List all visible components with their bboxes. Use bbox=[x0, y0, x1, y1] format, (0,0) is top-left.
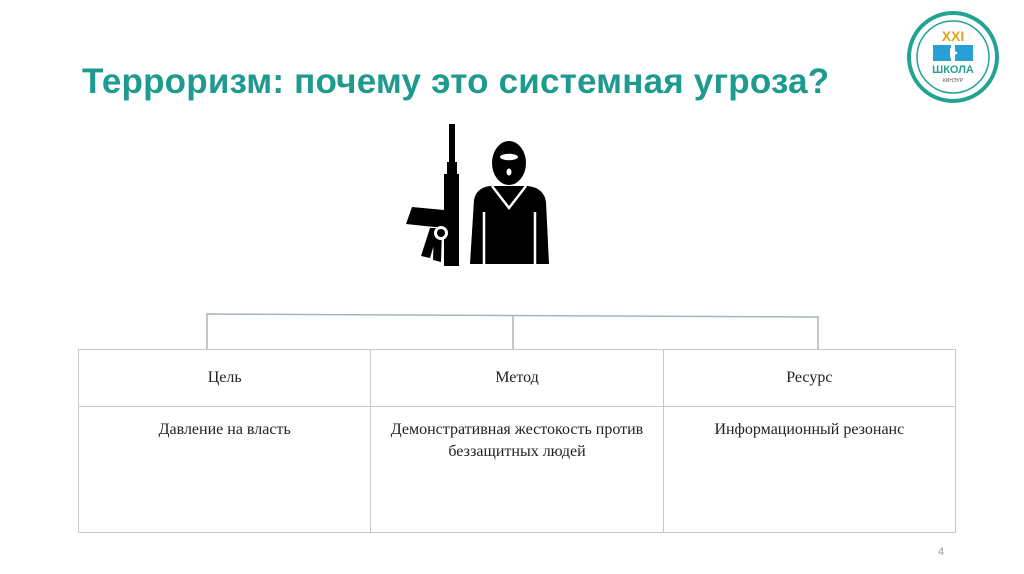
logo-bottom-text: ШКОЛА bbox=[932, 64, 974, 76]
page-number: 4 bbox=[938, 546, 945, 558]
table-header-row bbox=[79, 350, 956, 407]
masked-gunman-icon bbox=[404, 124, 554, 268]
info-table bbox=[78, 349, 956, 533]
cell-resource: Информационный резонанс bbox=[663, 407, 955, 533]
slide-title: Терроризм: почему это системная угроза? bbox=[82, 62, 830, 101]
header-method: Метод bbox=[371, 350, 663, 407]
school-logo bbox=[906, 10, 1000, 104]
logo-top-text: XXI bbox=[941, 28, 965, 44]
table-row bbox=[79, 407, 956, 533]
header-goal: Цель bbox=[79, 350, 371, 407]
cell-goal: Давление на власть bbox=[79, 407, 371, 533]
logo-caption: КИНЭУР bbox=[942, 78, 964, 84]
header-resource: Ресурс bbox=[663, 350, 955, 407]
cell-method: Демонстративная жестокость против беззащитных людей bbox=[371, 407, 663, 533]
